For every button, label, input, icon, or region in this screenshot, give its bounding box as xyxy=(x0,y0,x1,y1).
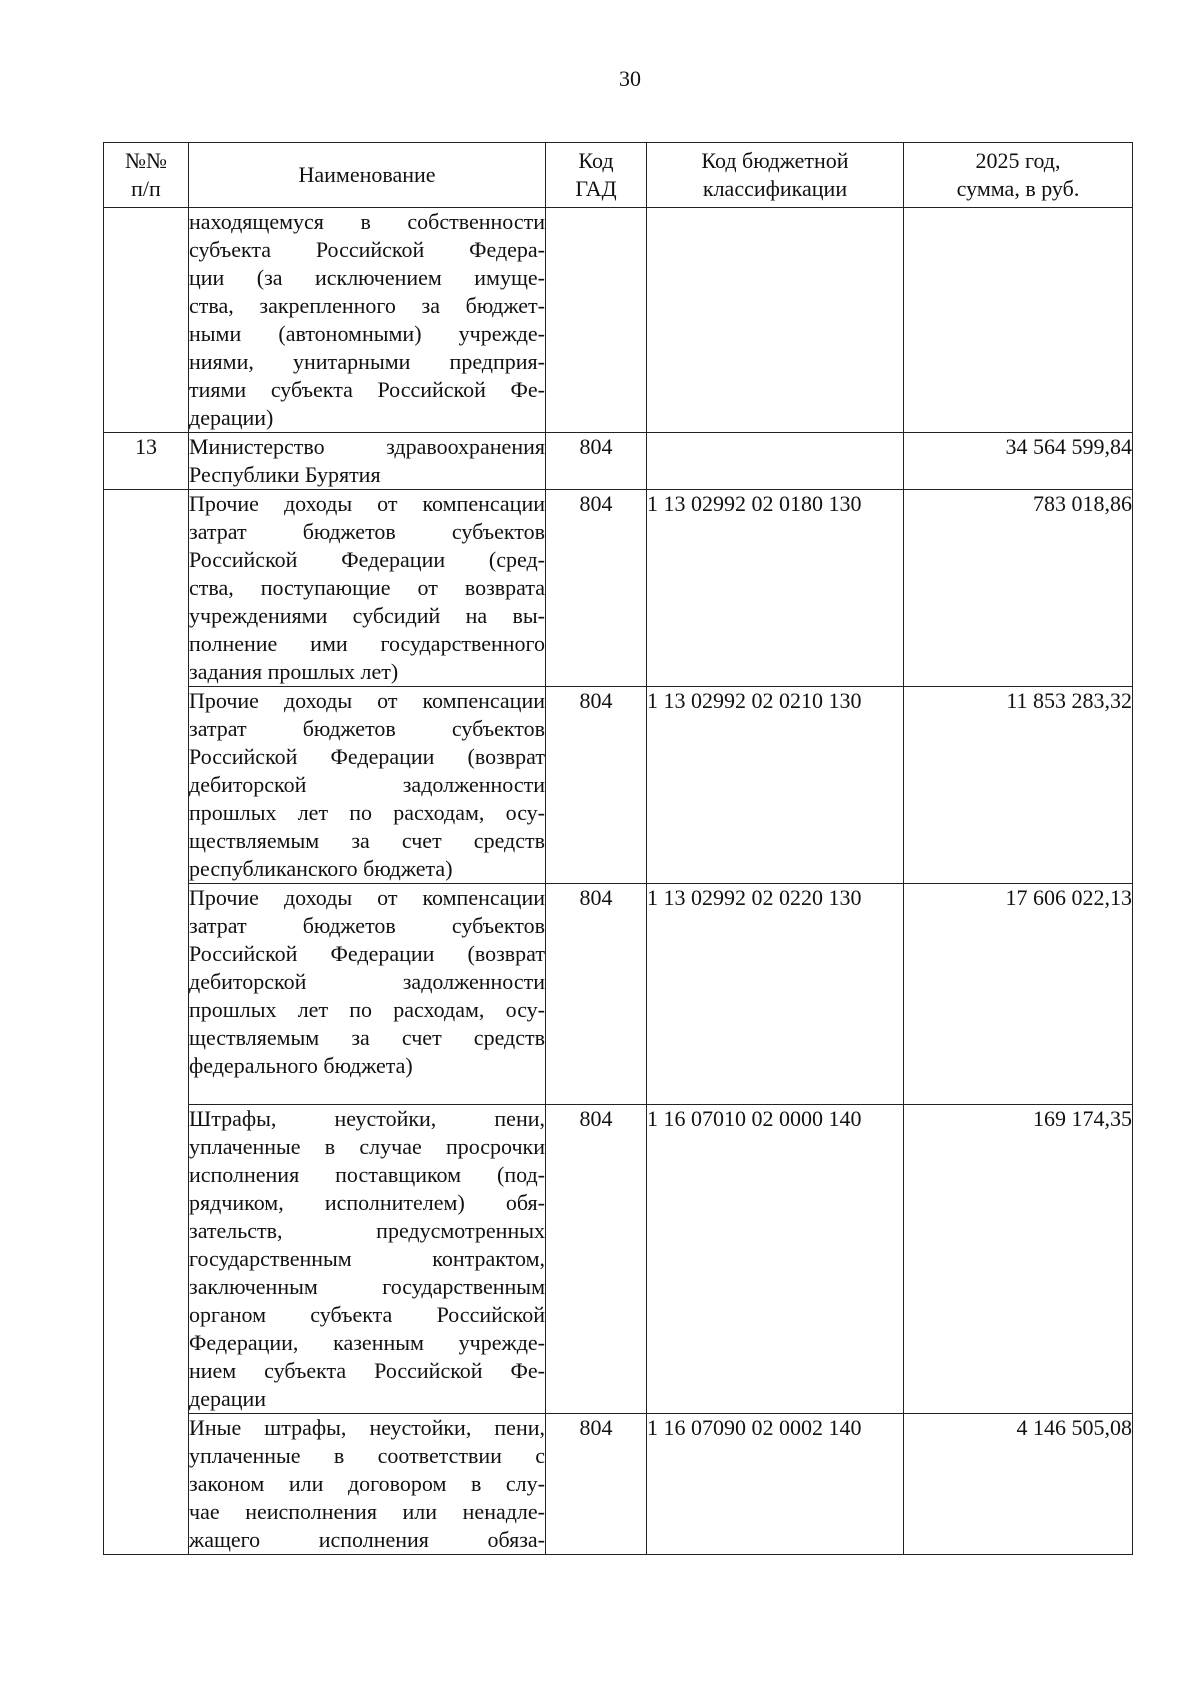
table-row xyxy=(104,1105,1133,1414)
name-line: дебиторской задолженности xyxy=(189,969,545,994)
name-line: Республики Бурятия xyxy=(189,462,381,487)
name-line: тиями субъекта Российской Фе- xyxy=(189,377,545,402)
table-row xyxy=(104,490,1133,687)
table-header xyxy=(104,143,1133,208)
table-row xyxy=(104,884,1133,1105)
row-budget-code: 1 16 07010 02 0000 140 xyxy=(647,1105,904,1414)
row-amount xyxy=(904,208,1133,433)
name-line: органом субъекта Российской xyxy=(189,1302,545,1327)
row-num xyxy=(104,490,189,1555)
budget-table xyxy=(103,142,1133,1555)
header-num: №№ п/п xyxy=(104,143,189,208)
name-line: заключенным государственным xyxy=(189,1274,545,1299)
table-row xyxy=(104,1414,1133,1555)
row-budget-code: 1 16 07090 02 0002 140 xyxy=(647,1414,904,1555)
name-line: Российской Федерации (сред- xyxy=(189,547,545,572)
name-line: прошлых лет по расходам, осу- xyxy=(189,800,545,825)
name-line: ции (за исключением имуще- xyxy=(189,265,545,290)
table-row xyxy=(104,208,1133,433)
name-line: ства, закрепленного за бюджет- xyxy=(189,293,545,318)
row-num xyxy=(104,208,189,433)
row-name xyxy=(189,1105,546,1414)
name-line: полнение ими государственного xyxy=(189,631,545,656)
name-line: уплаченные в соответствии с xyxy=(189,1443,545,1468)
row-name xyxy=(189,884,546,1105)
row-num: 13 xyxy=(104,433,189,490)
table-header-row xyxy=(104,143,1133,208)
name-line: нием субъекта Российской Фе- xyxy=(189,1358,545,1383)
row-name xyxy=(189,687,546,884)
name-line: учреждениями субсидий на вы- xyxy=(189,603,545,628)
table-body xyxy=(104,208,1133,1555)
row-gad-code: 804 xyxy=(546,1414,647,1555)
row-gad-code: 804 xyxy=(546,1105,647,1414)
header-name: Наименование xyxy=(189,143,546,208)
name-line: государственным контрактом, xyxy=(189,1246,545,1271)
header-kbk: Код бюджетной классификации xyxy=(647,143,904,208)
row-name xyxy=(189,1414,546,1555)
row-amount: 4 146 505,08 xyxy=(904,1414,1133,1555)
row-amount: 169 174,35 xyxy=(904,1105,1133,1414)
row-amount: 17 606 022,13 xyxy=(904,884,1133,1105)
name-line: субъекта Российской Федера- xyxy=(189,237,545,262)
name-line: находящемуся в собственности xyxy=(189,209,545,234)
row-name xyxy=(189,433,546,490)
name-line: зательств, предусмотренных xyxy=(189,1218,545,1243)
row-budget-code xyxy=(647,208,904,433)
name-line: чае неисполнения или ненадле- xyxy=(189,1499,545,1524)
name-line: затрат бюджетов субъектов xyxy=(189,519,545,544)
name-line: Российской Федерации (возврат xyxy=(189,744,545,769)
row-name xyxy=(189,208,546,433)
name-line: жащего исполнения обяза- xyxy=(189,1527,545,1552)
row-gad-code: 804 xyxy=(546,687,647,884)
name-line: затрат бюджетов субъектов xyxy=(189,913,545,938)
name-line: затрат бюджетов субъектов xyxy=(189,716,545,741)
name-line: Прочие доходы от компенсации xyxy=(189,491,545,516)
row-gad-code: 804 xyxy=(546,490,647,687)
name-line: дерации) xyxy=(189,405,274,430)
name-line: рядчиком, исполнителем) обя- xyxy=(189,1190,545,1215)
name-line: дебиторской задолженности xyxy=(189,772,545,797)
name-line: ниями, унитарными предприя- xyxy=(189,349,545,374)
row-budget-code: 1 13 02992 02 0180 130 xyxy=(647,490,904,687)
name-line: ными (автономными) учрежде- xyxy=(189,321,545,346)
name-line: Министерство здравоохранения xyxy=(189,434,545,459)
name-line: Прочие доходы от компенсации xyxy=(189,688,545,713)
name-line: ществляемым за счет средств xyxy=(189,1025,545,1050)
name-line: Прочие доходы от компенсации xyxy=(189,885,545,910)
header-sum: 2025 год, сумма, в руб. xyxy=(904,143,1133,208)
row-amount: 34 564 599,84 xyxy=(904,433,1133,490)
row-gad-code: 804 xyxy=(546,433,647,490)
row-budget-code: 1 13 02992 02 0220 130 xyxy=(647,884,904,1105)
row-amount: 783 018,86 xyxy=(904,490,1133,687)
table-row xyxy=(104,433,1133,490)
row-gad-code: 804 xyxy=(546,884,647,1105)
name-line: законом или договором в слу- xyxy=(189,1471,545,1496)
row-budget-code: 1 13 02992 02 0210 130 xyxy=(647,687,904,884)
name-line: ства, поступающие от возврата xyxy=(189,575,545,600)
name-line: Штрафы, неустойки, пени, xyxy=(189,1106,545,1131)
name-line: уплаченные в случае просрочки xyxy=(189,1134,545,1159)
name-line: исполнения поставщиком (под- xyxy=(189,1162,545,1187)
row-budget-code xyxy=(647,433,904,490)
name-line: Иные штрафы, неустойки, пени, xyxy=(189,1415,545,1440)
table-row xyxy=(104,687,1133,884)
name-line: прошлых лет по расходам, осу- xyxy=(189,997,545,1022)
row-name xyxy=(189,490,546,687)
row-amount: 11 853 283,32 xyxy=(904,687,1133,884)
name-line: ществляемым за счет средств xyxy=(189,828,545,853)
name-line: республиканского бюджета) xyxy=(189,856,453,881)
page-number: 30 xyxy=(619,66,641,91)
name-line: Федерации, казенным учрежде- xyxy=(189,1330,545,1355)
name-line: Российской Федерации (возврат xyxy=(189,941,545,966)
name-line: задания прошлых лет) xyxy=(189,659,399,684)
name-line: федерального бюджета) xyxy=(189,1053,413,1078)
row-gad-code xyxy=(546,208,647,433)
name-line: дерации xyxy=(189,1386,267,1411)
header-gad: Код ГАД xyxy=(546,143,647,208)
